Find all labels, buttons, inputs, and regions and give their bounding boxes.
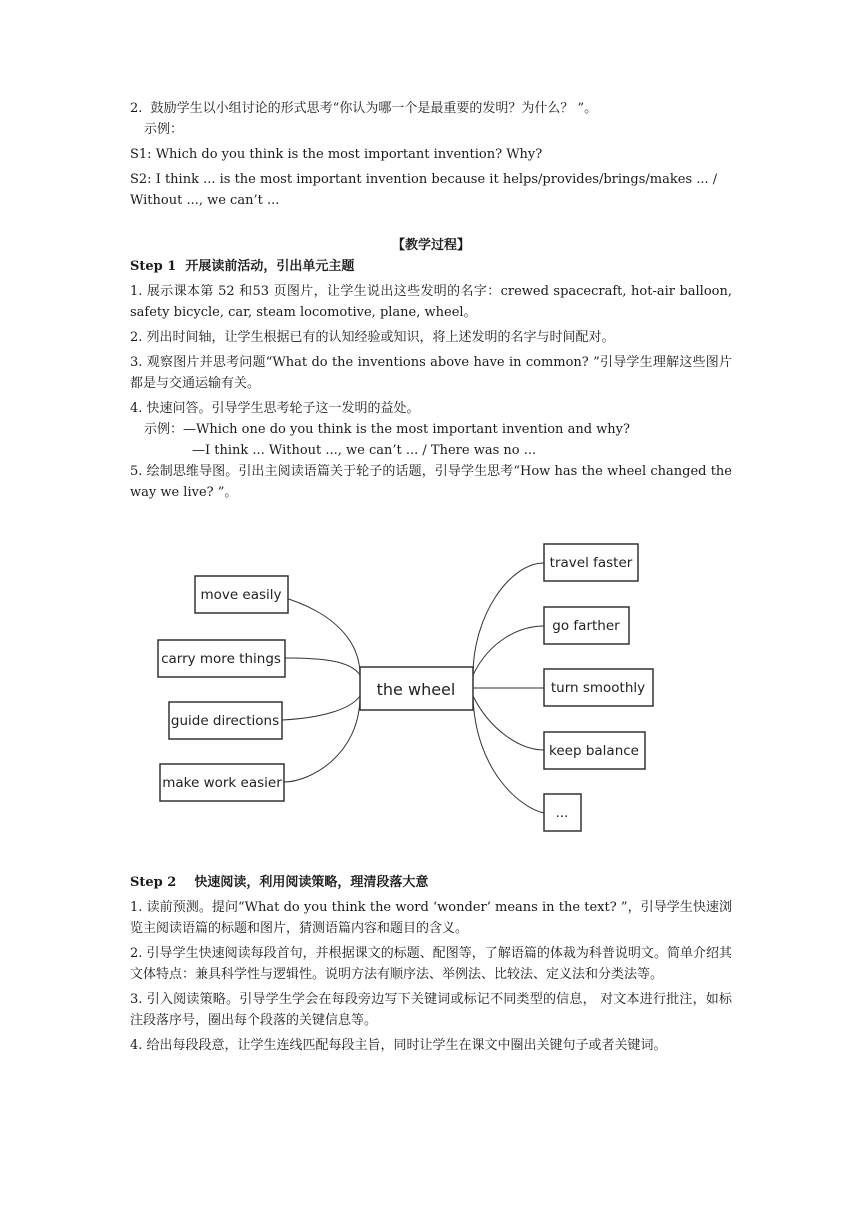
left-node-2: carry more things xyxy=(161,651,281,667)
step2-item-1: 1. 读前预测。提问“What do you think the word ‘wonder’ means in the text? ”，引导学生快速浏览主阅读语篇的标题和图片，猜测语篇内容和题目的含义。 xyxy=(130,900,732,936)
right-node-2: go farther xyxy=(552,618,620,634)
step1-title: Step 1 开展读前活动，引出单元主题 xyxy=(130,259,355,274)
connector-carry-more-things xyxy=(285,658,360,675)
example-label: 示例： xyxy=(144,122,184,137)
step1-item-1: 1. 展示课本第 52 和53 页图片，让学生说出这些发明的名字：crewed spacecraft, hot-air balloon, safety bicycle, car, steam locomotive, plane, wheel。 xyxy=(130,284,732,320)
connector-make-work-easier xyxy=(284,696,360,782)
left-node-1: move easily xyxy=(200,587,282,603)
example-s1: S1: Which do you think is the most important invention? Why? xyxy=(130,147,543,162)
step1-item-5: 5. 绘制思维导图。引出主阅读语篇关于轮子的话题，引导学生思考“How has the wheel changed the way we live? ”。 xyxy=(130,464,732,500)
step2-item-4: 4. 给出每段段意，让学生连线匹配每段主旨，同时让学生在课文中圈出关键句子或者关键词。 xyxy=(130,1038,667,1053)
right-node-3: turn smoothly xyxy=(550,680,646,696)
connector-go-farther xyxy=(473,626,544,675)
step1-item-2: 2. 列出时间轴，让学生根据已有的认知经验或知识，将上述发明的名字与时间配对。 xyxy=(130,330,615,345)
step2-title: Step 2 快速阅读，利用阅读策略，理清段落大意 xyxy=(130,875,429,890)
step1-example-line-2: —I think ... Without ..., we can’t ... / There was no ... xyxy=(192,443,537,458)
step1-example-line-1: 示例：—Which one do you think is the most important invention and why? xyxy=(144,422,630,437)
step2-section xyxy=(130,872,732,1056)
section-title: 【教学过程】 xyxy=(391,238,470,253)
left-node-4: make work easier xyxy=(162,775,282,791)
wheel-mind-map xyxy=(130,530,732,840)
step1-item-4: 4. 快速问答。引导学生思考轮子这一发明的益处。 xyxy=(130,401,420,416)
connector-guide-directions xyxy=(282,696,360,720)
center-node-label: the wheel xyxy=(376,680,456,699)
right-node-4: keep balance xyxy=(549,743,639,759)
example-s2: S2: I think ... is the most important invention because it helps/provides/brings/makes ... / Without ..., we can’t ... xyxy=(130,172,718,208)
intro-item-2: 2. 鼓励学生以小组讨论的形式思考“你认为哪一个是最重要的发明？为什么？ ”。 xyxy=(130,101,598,116)
step1-item-3: 3. 观察图片并思考问题“What do the inventions above have in common? ”引导学生理解这些图片都是与交通运输有关。 xyxy=(130,355,732,391)
connector-keep-balance xyxy=(473,696,544,750)
step2-item-3: 3. 引入阅读策略。引导学生学会在每段旁边写下关键词或标记不同类型的信息， 对文本进行批注，如标注段落序号，圈出每个段落的关键信息等。 xyxy=(130,992,732,1028)
right-node-1: travel faster xyxy=(549,555,633,571)
step2-item-2: 2. 引导学生快速阅读每段首句，并根据课文的标题、配图等，了解语篇的体裁为科普说明文。简单介绍其文体特点：兼具科学性与逻辑性。说明方法有顺序法、举例法、比较法、定义法和分类法等。 xyxy=(130,946,732,982)
left-node-3: guide directions xyxy=(170,713,280,729)
right-node-5: ... xyxy=(555,805,569,821)
document-body xyxy=(130,98,732,503)
